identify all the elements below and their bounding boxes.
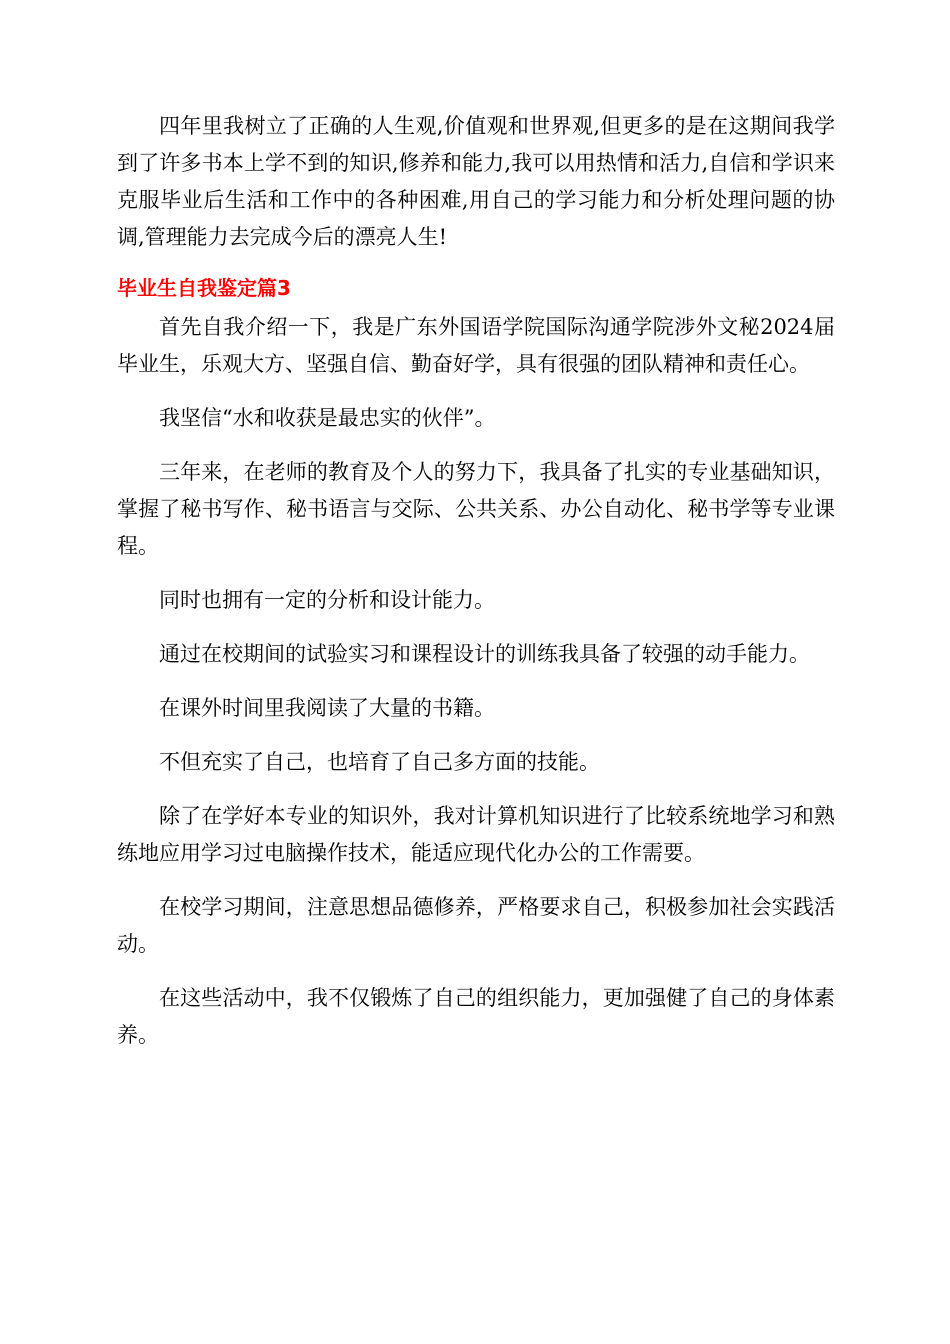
paragraph-7: 不但充实了自己，也培育了自己多方面的技能。 bbox=[159, 750, 600, 774]
paragraph-8: 除了在学好本专业的知识外，我对计算机知识进行了比较系统地学习和熟练地应用学习过电脑操作技术，能适应现代化办公的工作需要。 bbox=[117, 804, 835, 865]
document-page bbox=[117, 108, 835, 1054]
paragraph-10: 在这些活动中，我不仅锻炼了自己的组织能力，更加强健了自己的身体素养。 bbox=[117, 986, 835, 1047]
intro-paragraph: 四年里我树立了正确的人生观,价值观和世界观,但更多的是在这期间我学到了许多书本上学不到的知识,修养和能力,我可以用热情和活力,自信和学识来克服毕业后生活和工作中的各种困难,用自己的学习能力和分析处理问题的协调,管理能力去完成今后的漂亮人生! bbox=[117, 114, 835, 249]
paragraph-9: 在校学习期间，注意思想品德修养，严格要求自己，积极参加社会实践活动。 bbox=[117, 895, 835, 956]
paragraph-4: 同时也拥有一定的分析和设计能力。 bbox=[159, 588, 495, 612]
paragraph-5: 通过在校期间的试验实习和课程设计的训练我具备了较强的动手能力。 bbox=[159, 642, 810, 666]
section-heading: 毕业生自我鉴定篇3 bbox=[117, 276, 291, 300]
paragraph-1: 首先自我介绍一下，我是广东外国语学院国际沟通学院涉外文秘2024届毕业生，乐观大方、坚强自信、勤奋好学，具有很强的团队精神和责任心。 bbox=[117, 315, 835, 376]
paragraph-3: 三年来，在老师的教育及个人的努力下，我具备了扎实的专业基础知识，掌握了秘书写作、秘书语言与交际、公共关系、办公自动化、秘书学等专业课程。 bbox=[117, 460, 835, 558]
paragraph-2: 我坚信“水和收获是最忠实的伙伴”。 bbox=[159, 406, 496, 430]
paragraph-6: 在课外时间里我阅读了大量的书籍。 bbox=[159, 696, 495, 720]
